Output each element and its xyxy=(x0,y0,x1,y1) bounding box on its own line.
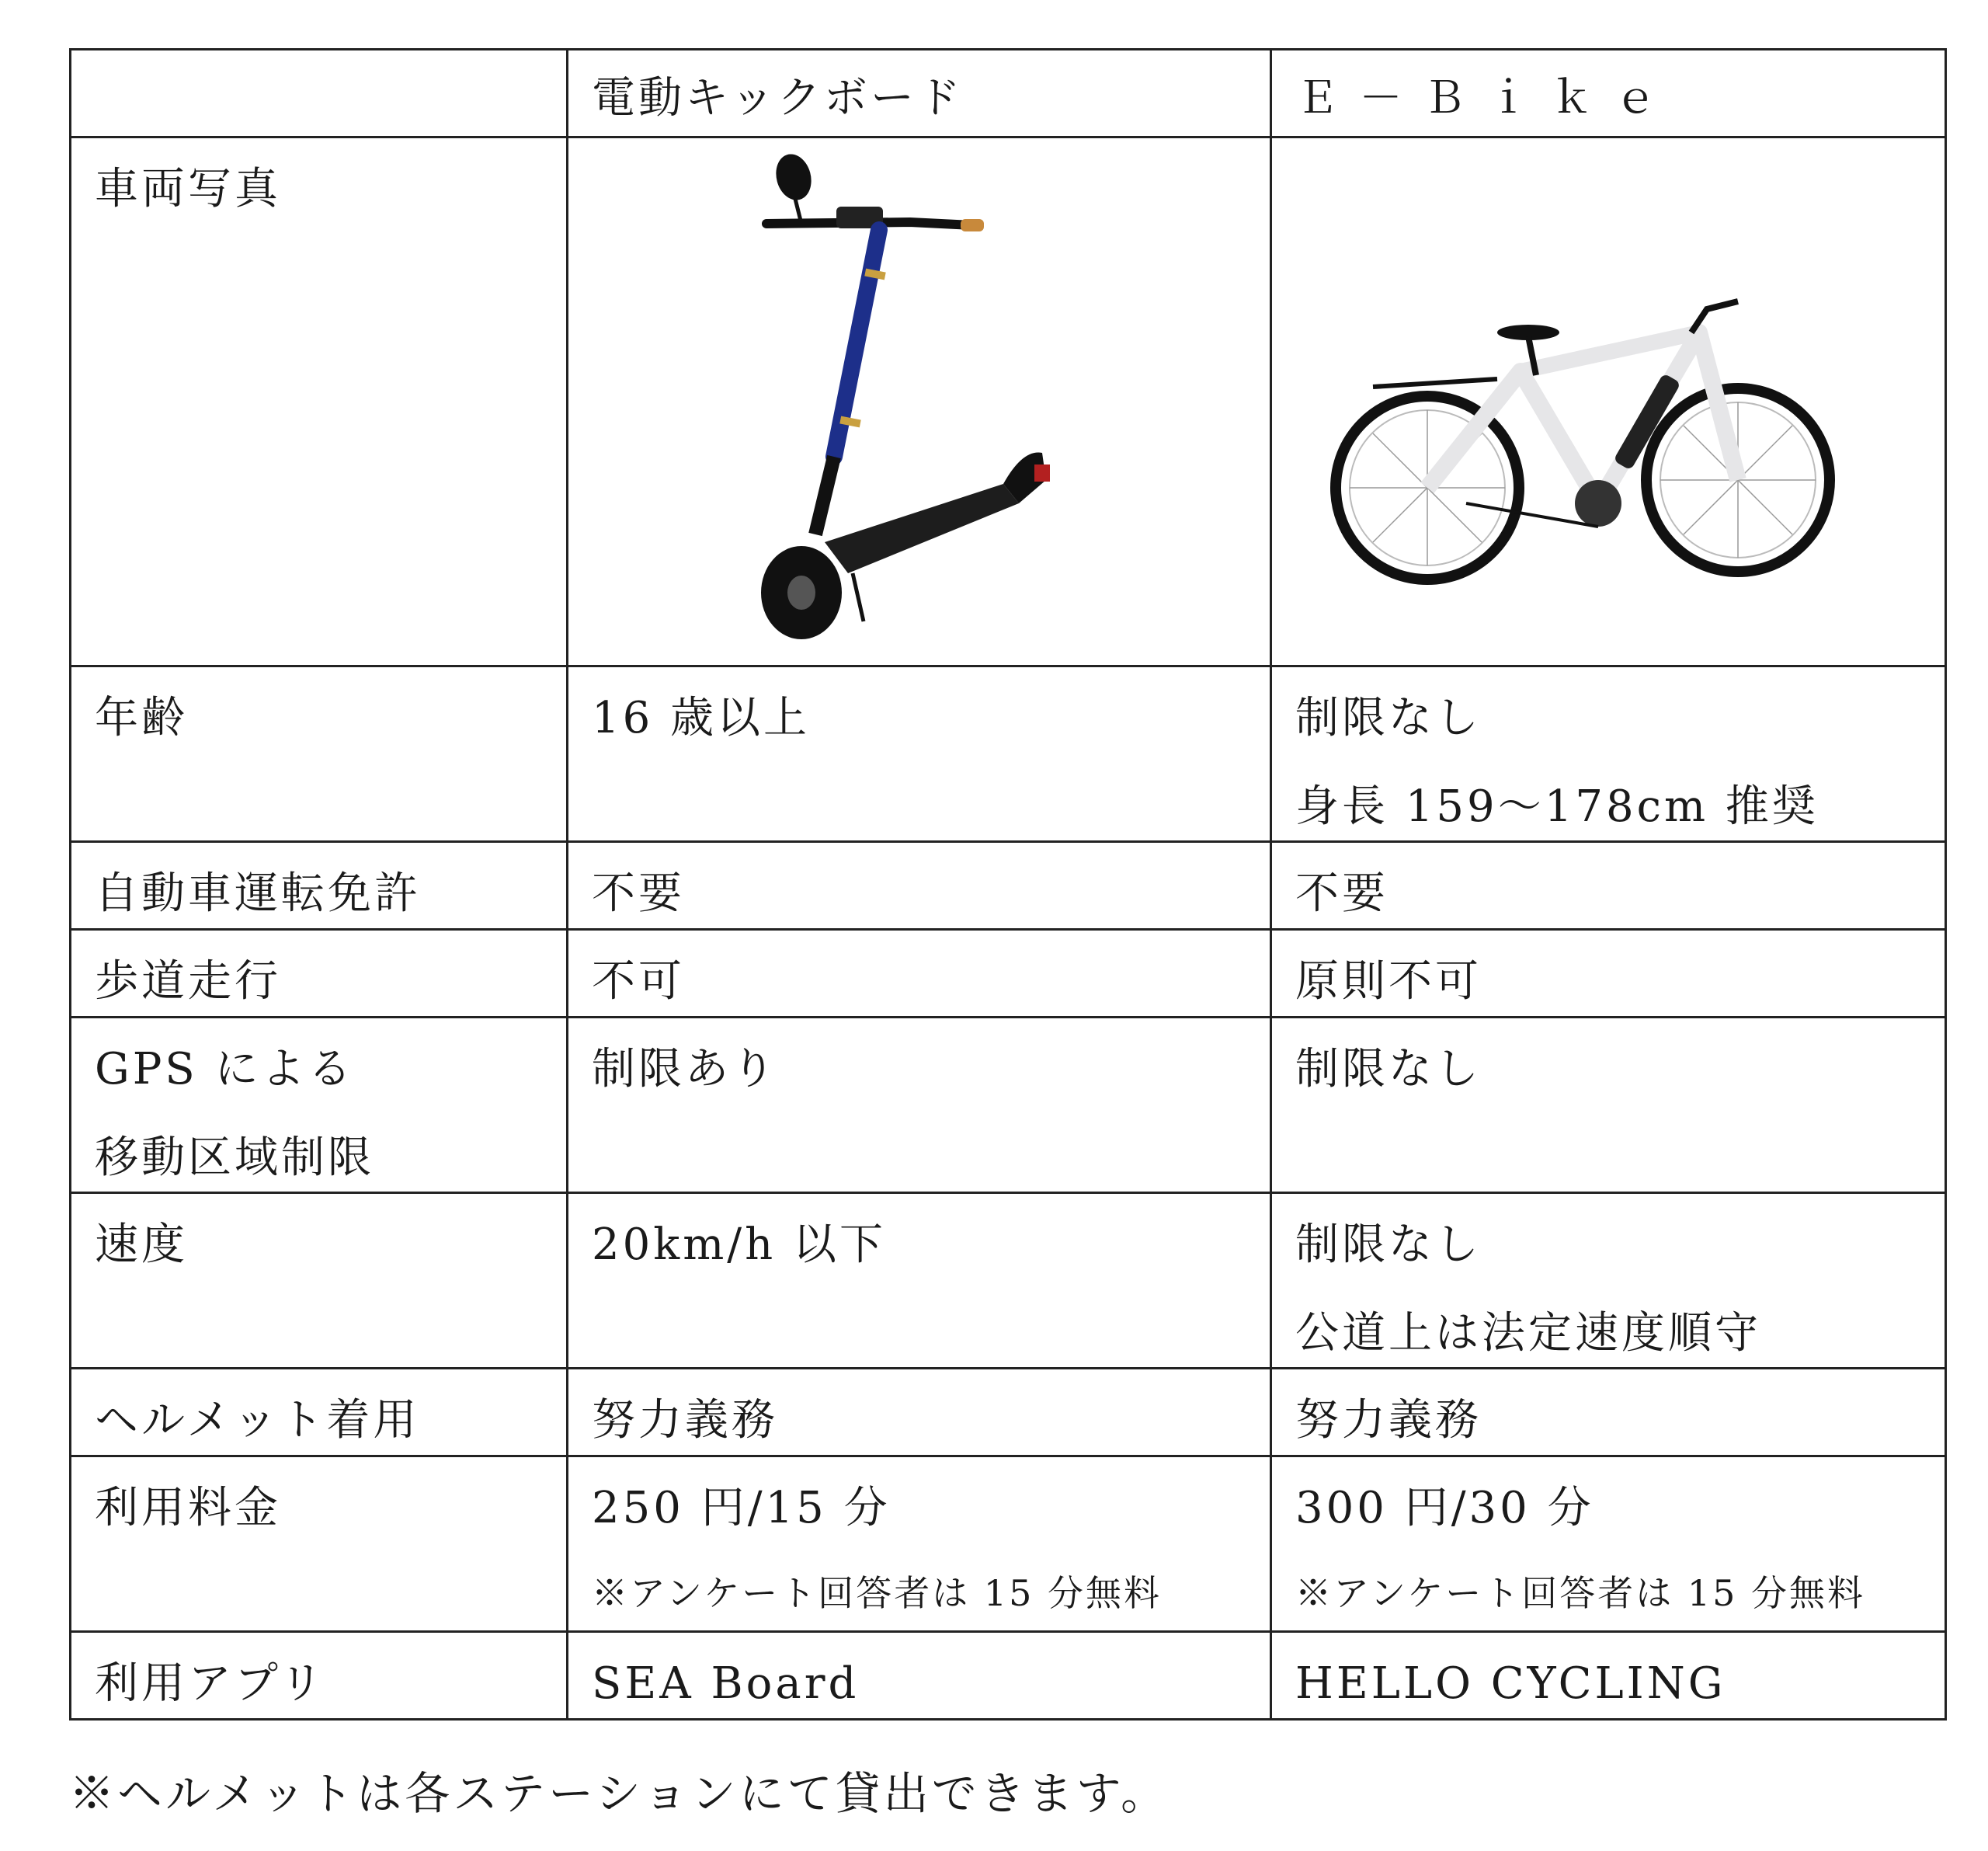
ebike-image xyxy=(1272,138,1947,665)
ebike-note: ※アンケート回答者は 15 分無料 xyxy=(1295,1572,1866,1614)
scooter-value: 努力義務 xyxy=(592,1395,778,1446)
footnote: ※ヘルメットは各ステーションにて貸出できます。 xyxy=(69,1767,1170,1820)
header-scooter-cell xyxy=(568,50,1271,137)
scooter-note: ※アンケート回答者は 15 分無料 xyxy=(592,1572,1163,1614)
scooter-value: 制限あり xyxy=(592,1044,778,1094)
header-col0 xyxy=(71,50,566,77)
ebike-value: 努力義務 xyxy=(1295,1395,1482,1446)
table-row-age xyxy=(71,666,1946,842)
row-label: 利用料金 xyxy=(95,1483,281,1533)
row-label: 年齢 xyxy=(95,693,188,743)
row-label: 自動車運転免許 xyxy=(95,868,421,919)
row-label-line2: 移動区域制限 xyxy=(95,1133,374,1183)
table-row-fee xyxy=(71,1456,1946,1632)
table-row-app xyxy=(71,1632,1946,1720)
comparison-table xyxy=(69,48,1947,1721)
row-label: 車両写真 xyxy=(95,164,281,214)
table-row-helmet xyxy=(71,1369,1946,1456)
row-label: GPS による xyxy=(95,1044,355,1094)
ebike-value: HELLO CYCLING xyxy=(1295,1658,1726,1709)
scooter-photo-cell xyxy=(568,137,1271,666)
ebike-note: 公道上は法定速度順守 xyxy=(1295,1308,1761,1359)
ebike-photo-cell xyxy=(1271,137,1946,666)
header-ebike-cell xyxy=(1271,50,1946,137)
table-row-gps xyxy=(71,1018,1946,1193)
row-label: 歩道走行 xyxy=(95,956,281,1007)
ebike-value: 不要 xyxy=(1295,868,1388,919)
ebike-value: 原則不可 xyxy=(1295,956,1482,1007)
table-row-license xyxy=(71,842,1946,930)
ebike-value: 制限なし xyxy=(1295,693,1482,743)
row-label: 利用アプリ xyxy=(95,1658,326,1709)
row-label: 速度 xyxy=(95,1220,188,1270)
scooter-value: 16 歳以上 xyxy=(592,693,811,743)
ebike-value: 制限なし xyxy=(1295,1220,1482,1270)
table-row-photo xyxy=(71,137,1946,666)
scooter-value: 20km/h 以下 xyxy=(592,1220,887,1270)
header-ebike: Ｅ－Ｂｉｋｅ xyxy=(1295,73,1677,124)
row-label: ヘルメット着用 xyxy=(95,1395,420,1446)
header-row xyxy=(71,50,1946,137)
scooter-value: 不要 xyxy=(592,868,685,919)
scooter-image xyxy=(568,138,1272,665)
ebike-value: 300 円/30 分 xyxy=(1295,1483,1594,1533)
header-empty-cell xyxy=(71,50,568,137)
scooter-value: 不可 xyxy=(592,956,685,1007)
table-row-sidewalk xyxy=(71,930,1946,1018)
scooter-value: 250 円/15 分 xyxy=(592,1483,891,1533)
ebike-value: 制限なし xyxy=(1295,1044,1482,1094)
ebike-note: 身長 159～178cm 推奨 xyxy=(1295,781,1819,832)
table-row-speed xyxy=(71,1193,1946,1369)
scooter-value: SEA Board xyxy=(592,1658,860,1709)
header-scooter: 電動キックボード xyxy=(592,73,964,124)
